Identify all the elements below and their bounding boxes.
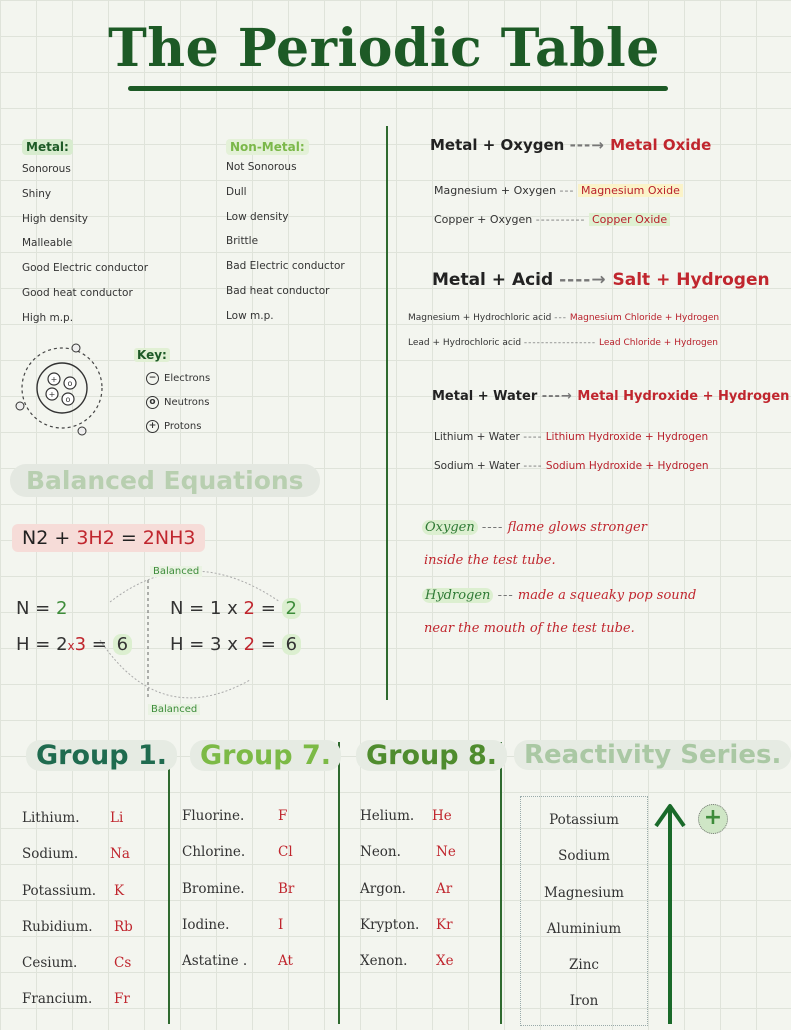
electron: [16, 402, 24, 410]
right-h-val: 6: [282, 634, 301, 655]
metal-heading: Metal:: [22, 139, 73, 155]
element-name: Potassium.: [22, 882, 97, 899]
acid-lhs: Metal + Acid: [432, 270, 554, 290]
key-list: [146, 366, 244, 438]
example-lhs: Lithium + Water: [434, 431, 520, 443]
right-n-b: 2: [243, 598, 255, 619]
dash-arrow: ---: [559, 184, 575, 197]
group7-heading: Group 7.: [190, 740, 341, 771]
right-h-b: 2: [243, 634, 256, 655]
arrow-icon: ---→: [541, 389, 573, 404]
atom-diagram: [10, 336, 120, 446]
list-item: Low density: [226, 210, 289, 223]
list-item: High m.p.: [22, 311, 74, 324]
example-rhs: Magnesium Chloride + Hydrogen: [569, 313, 720, 323]
example-rhs: Magnesium Oxide: [578, 184, 683, 197]
reactivity-heading: Reactivity Series.: [514, 740, 791, 770]
eq-product: 2NH3: [142, 527, 196, 549]
hydrogen-test-line2: near the mouth of the test tube.: [424, 621, 635, 636]
right-n-label: N = 1 x: [170, 598, 244, 619]
group-divider: [338, 742, 340, 1024]
element-symbol: Cl: [278, 844, 293, 861]
oxygen-lhs: Metal + Oxygen: [430, 136, 565, 154]
element-name: Krypton.: [360, 916, 420, 933]
plus-icon: +: [698, 804, 728, 834]
dash-arrow: ----------: [535, 213, 586, 226]
dash-arrow: ----: [523, 431, 543, 443]
list-item: Bad Electric conductor: [226, 260, 345, 273]
neutron-icon: o: [146, 396, 159, 409]
element-name: Astatine .: [182, 953, 248, 970]
list-item: [182, 808, 332, 844]
list-item: [360, 917, 496, 953]
element-name: Argon.: [360, 880, 406, 897]
key-item: [146, 390, 244, 414]
hydrogen-gas-label: Hydrogen: [422, 588, 493, 603]
nonmetal-properties: [226, 136, 386, 335]
list-item: [182, 917, 332, 953]
title-underline: [128, 86, 668, 91]
example-rhs: Sodium Hydroxide + Hydrogen: [545, 460, 709, 472]
group8-list: [360, 808, 496, 989]
oxygen-test-line2: inside the test tube.: [424, 553, 556, 568]
nonmetal-list: [226, 161, 386, 335]
outer-shell: [22, 348, 102, 428]
oxygen-rhs: Metal Oxide: [610, 136, 712, 154]
right-n-eq: =: [255, 598, 282, 619]
example-lhs: Copper + Oxygen: [434, 213, 533, 226]
element-name: Bromine.: [182, 880, 245, 897]
element-symbol: He: [432, 808, 452, 824]
list-item: [360, 953, 496, 989]
oxygen-gas-label: Oxygen: [422, 520, 478, 535]
example-lhs: Magnesium + Hydrochloric acid: [408, 313, 552, 323]
oxygen-test-line1: [422, 520, 647, 535]
left-h-val: 6: [113, 634, 132, 655]
list-item: Potassium: [549, 812, 619, 828]
inner-shell: [37, 363, 87, 413]
arrow-icon: ----→: [559, 270, 607, 290]
acid-rhs: Salt + Hydrogen: [612, 270, 770, 290]
dash-arrow: ---: [554, 313, 567, 323]
list-item: [22, 991, 162, 1027]
water-example: [434, 460, 709, 472]
acid-example: [408, 338, 718, 348]
example-rhs: Lithium Hydroxide + Hydrogen: [545, 431, 709, 443]
list-item: Bad heat conductor: [226, 284, 330, 297]
element-symbol: K: [114, 882, 125, 899]
list-item: Zinc: [569, 957, 599, 974]
list-item: [22, 919, 162, 955]
metal-list: [22, 163, 202, 337]
example-rhs: Copper Oxide: [589, 213, 670, 226]
group8-heading: Group 8.: [356, 740, 507, 771]
metal-properties: [22, 136, 202, 337]
reactivity-list: [520, 812, 648, 1030]
list-item: Low m.p.: [226, 309, 274, 322]
right-n-val: 2: [282, 598, 301, 619]
list-item: Brittle: [226, 235, 259, 248]
list-item: [360, 881, 496, 917]
hydrogen-test-line1: [422, 588, 696, 603]
electron: [72, 344, 80, 352]
key-item: [146, 366, 244, 390]
key-item: [146, 414, 244, 438]
list-item: Good heat conductor: [22, 286, 133, 299]
water-lhs: Metal + Water: [432, 389, 538, 404]
left-h-eq: =: [86, 634, 113, 655]
list-item: [22, 955, 162, 991]
left-n-label: N =: [16, 598, 56, 619]
list-item: [360, 808, 496, 844]
oxygen-example: [434, 213, 670, 226]
list-item: [22, 810, 162, 846]
oxygen-test-text: flame glows stronger: [507, 520, 647, 535]
atom-key: [134, 344, 244, 438]
electron: [78, 427, 86, 435]
element-name: Francium.: [22, 991, 93, 1008]
list-item: Not Sonorous: [226, 161, 297, 173]
oxygen-reaction-general: [430, 136, 711, 154]
eq-reactant-n2: N2 +: [22, 527, 77, 549]
arrow-icon: ---→: [569, 136, 605, 154]
list-item: [182, 881, 332, 917]
balanced-equation: [12, 524, 205, 552]
left-h-label: H =: [16, 634, 57, 655]
list-item: [360, 844, 496, 880]
element-name: Lithium.: [22, 810, 80, 826]
group-divider: [168, 742, 170, 1024]
right-nitrogen-count: [170, 598, 301, 619]
element-symbol: Ar: [436, 880, 453, 897]
list-item: [22, 846, 162, 882]
column-divider: [386, 126, 388, 700]
list-item: Magnesium: [544, 884, 624, 901]
group7-list: [182, 808, 332, 989]
group-divider: [500, 742, 502, 1024]
element-symbol: Rb: [114, 918, 133, 935]
balanced-label-top: Balanced: [150, 566, 202, 577]
right-h-eq: =: [255, 634, 282, 655]
dash-arrow: ----: [523, 460, 543, 472]
element-symbol: Fr: [114, 991, 130, 1008]
water-reaction-general: [432, 389, 789, 404]
oxygen-example: [434, 184, 683, 197]
element-symbol: Ne: [436, 844, 456, 861]
list-item: Good Electric conductor: [22, 262, 149, 275]
electron-icon: −: [146, 372, 159, 385]
dash: ---: [497, 588, 514, 603]
element-name: Fluorine.: [182, 808, 245, 824]
list-item: Iron: [569, 993, 599, 1010]
eq-reactant-h2: 3H2: [76, 527, 115, 549]
group1-heading: Group 1.: [26, 740, 177, 771]
list-item: High density: [22, 212, 88, 225]
example-lhs: Lead + Hydrochloric acid: [408, 338, 522, 348]
left-h-mid: 2: [56, 634, 68, 655]
balanced-label-bottom: Balanced: [148, 704, 200, 715]
element-symbol: Xe: [436, 953, 454, 970]
nucleus-symbol: +: [50, 375, 58, 384]
element-symbol: Br: [278, 880, 295, 897]
nucleus-symbol: o: [67, 379, 73, 388]
right-h-label: H = 3 x: [170, 634, 244, 655]
nucleus-symbol: +: [48, 390, 56, 399]
element-symbol: I: [278, 916, 284, 933]
list-item: [22, 883, 162, 919]
element-name: Neon.: [360, 844, 401, 861]
hydrogen-test-text: made a squeaky pop sound: [517, 588, 697, 603]
list-item: [182, 844, 332, 880]
left-h-times: x: [67, 639, 75, 653]
list-item: Sodium: [558, 848, 610, 865]
key-heading: Key:: [134, 348, 170, 362]
water-example: [434, 431, 708, 443]
list-item: Dull: [226, 185, 247, 198]
up-arrow-icon: [650, 798, 690, 1024]
key-label: Electrons: [164, 372, 211, 384]
element-symbol: Cs: [114, 955, 132, 972]
dash-arrow: -----------------: [523, 338, 597, 348]
example-lhs: Sodium + Water: [434, 460, 521, 472]
acid-example: [408, 313, 719, 323]
element-name: Helium.: [360, 808, 415, 824]
list-item: Aluminium: [546, 920, 622, 937]
element-name: Iodine.: [182, 916, 230, 933]
example-rhs: Lead Chloride + Hydrogen: [599, 338, 718, 348]
left-nitrogen-count: [16, 598, 67, 619]
left-hydrogen-count: [16, 634, 132, 655]
list-item: [182, 953, 332, 989]
group1-list: [22, 810, 162, 1028]
example-lhs: Magnesium + Oxygen: [434, 184, 557, 197]
key-label: Protons: [164, 420, 202, 432]
element-symbol: F: [278, 808, 288, 824]
element-symbol: Li: [110, 810, 124, 826]
eq-equals: =: [114, 527, 143, 549]
left-h-b: 3: [74, 634, 87, 655]
element-symbol: Na: [110, 846, 130, 863]
dash: ----: [481, 520, 504, 535]
element-name: Sodium.: [22, 846, 79, 863]
element-name: Cesium.: [22, 955, 78, 972]
acid-reaction-general: [432, 270, 770, 290]
page-title: The Periodic Table: [108, 18, 660, 79]
nonmetal-heading: Non-Metal:: [226, 139, 309, 155]
list-item: Malleable: [22, 237, 73, 250]
element-symbol: Kr: [436, 916, 453, 933]
element-name: Xenon.: [360, 953, 408, 970]
balanced-equations-heading: Balanced Equations: [10, 464, 320, 497]
element-symbol: At: [278, 953, 293, 970]
list-item: Shiny: [22, 187, 52, 200]
left-n-val: 2: [56, 598, 68, 619]
key-label: Neutrons: [164, 396, 210, 408]
element-name: Chlorine.: [182, 844, 246, 861]
right-hydrogen-count: [170, 634, 301, 655]
proton-icon: +: [146, 420, 159, 433]
water-rhs: Metal Hydroxide + Hydrogen: [577, 389, 790, 404]
element-name: Rubidium.: [22, 918, 93, 935]
list-item: Sonorous: [22, 163, 71, 175]
nucleus-symbol: o: [65, 395, 71, 404]
